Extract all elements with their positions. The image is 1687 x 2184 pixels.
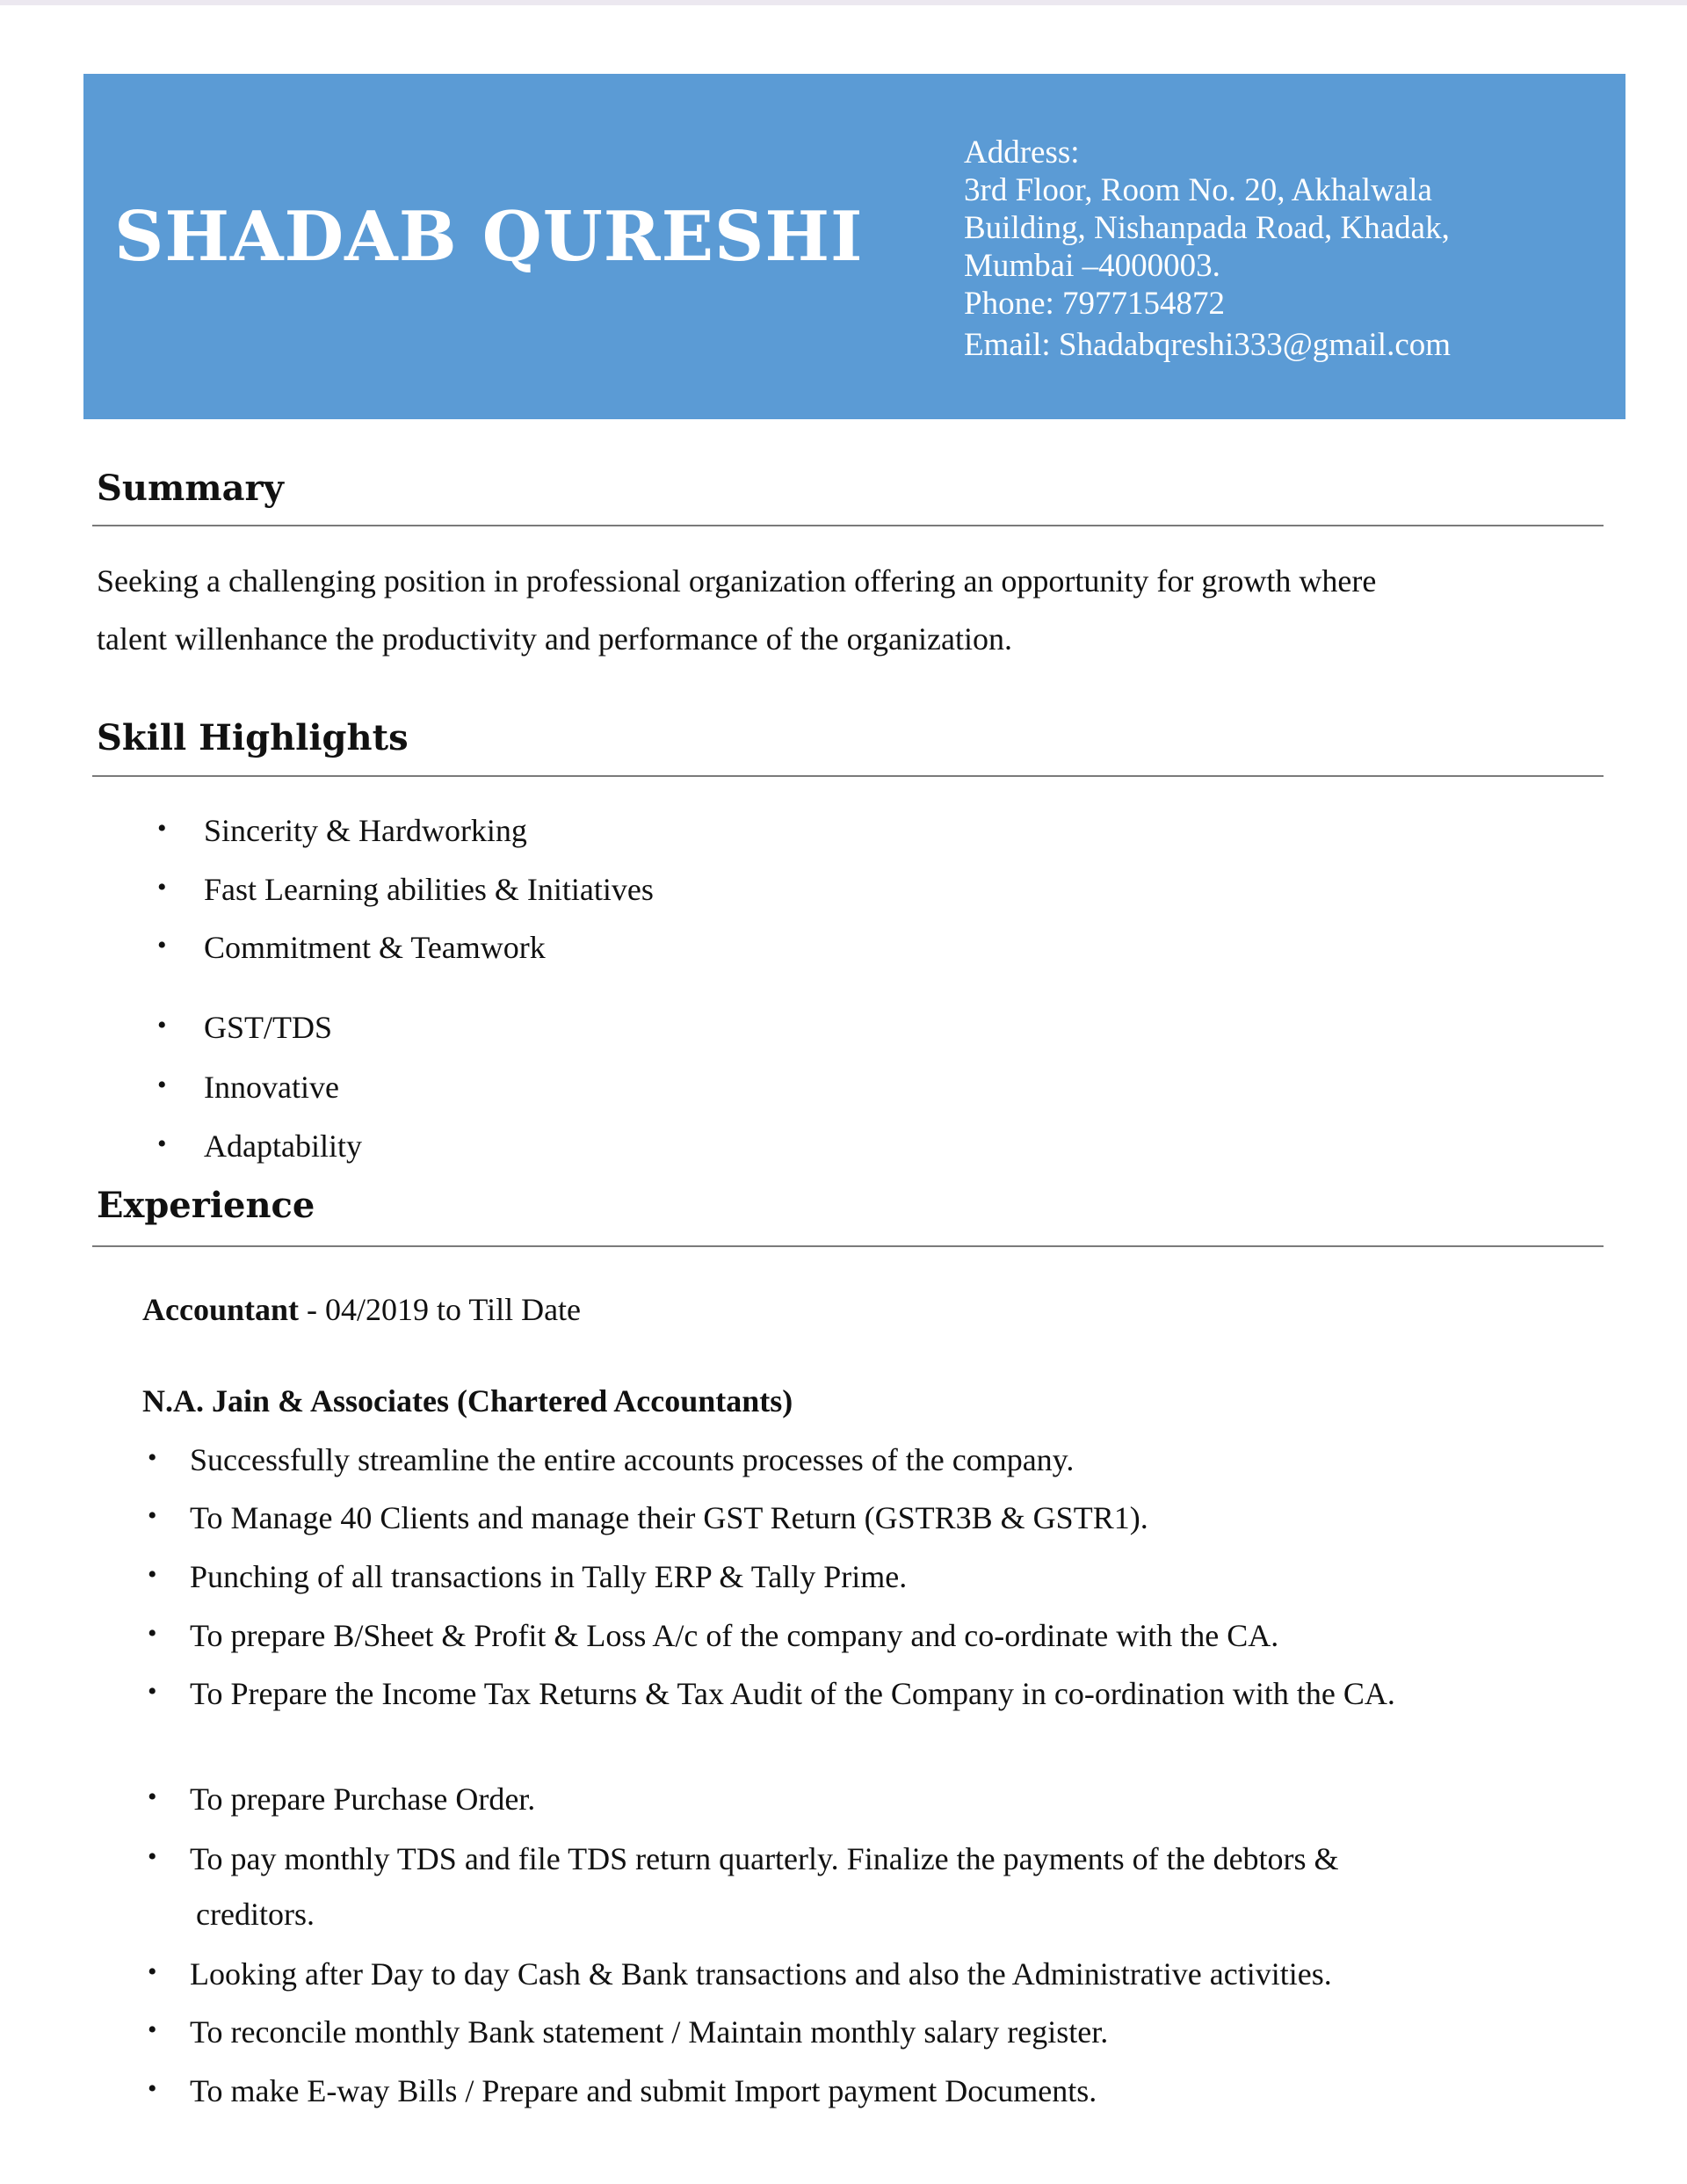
bullet-icon: • xyxy=(157,873,167,902)
bullet-icon: • xyxy=(148,1560,157,1589)
skill-item: • Innovative xyxy=(157,1070,339,1105)
bullet-icon: • xyxy=(148,1443,157,1472)
experience-divider xyxy=(92,1245,1604,1247)
bullet-icon: • xyxy=(148,2074,157,2103)
company-name: N.A. Jain & Associates (Chartered Accountants) xyxy=(142,1383,793,1419)
experience-heading: Experience xyxy=(97,1185,315,1226)
skill-item: • Adaptability xyxy=(157,1128,362,1164)
bullet-icon: • xyxy=(148,2015,157,2044)
summary-line: Seeking a challenging position in professional organization offering an opportunity for growth where xyxy=(97,563,1377,599)
bullet-icon: • xyxy=(148,1501,157,1530)
bullet-icon: • xyxy=(148,1842,157,1871)
experience-item: • Looking after Day to day Cash & Bank transactions and also the Administrative activities. xyxy=(148,1956,1332,1992)
bullet-icon: • xyxy=(148,1782,157,1811)
skills-heading: Skill Highlights xyxy=(97,717,409,758)
bullet-icon: • xyxy=(148,1677,157,1706)
bullet-icon: • xyxy=(157,1129,167,1158)
skill-item: • GST/TDS xyxy=(157,1010,333,1045)
skill-item: • Commitment & Teamwork xyxy=(157,930,546,965)
experience-item: • To reconcile monthly Bank statement / Maintain monthly salary register. xyxy=(148,2014,1109,2050)
skill-item: • Sincerity & Hardworking xyxy=(157,813,527,848)
job-title-line xyxy=(142,1291,581,1328)
experience-item: • To Prepare the Income Tax Returns & Tax Audit of the Company in co-ordination with the CA. xyxy=(148,1676,1395,1711)
experience-item: • To Manage 40 Clients and manage their GST Return (GSTR3B & GSTR1). xyxy=(148,1500,1148,1535)
bullet-icon: • xyxy=(148,1619,157,1648)
address-line: Mumbai –4000003. xyxy=(964,248,1220,284)
address-line: Building, Nishanpada Road, Khadak, xyxy=(964,210,1450,246)
experience-item: • Successfully streamline the entire accounts processes of the company. xyxy=(148,1442,1075,1477)
experience-item: • Punching of all transactions in Tally ERP & Tally Prime. xyxy=(148,1559,908,1594)
header-banner xyxy=(83,74,1625,419)
summary-divider xyxy=(92,525,1604,526)
email-address: Email: Shadabqreshi333@gmail.com xyxy=(964,327,1452,363)
bullet-icon: • xyxy=(157,814,167,843)
phone-number: Phone: 7977154872 xyxy=(964,286,1226,322)
bullet-icon: • xyxy=(148,1957,157,1986)
job-role: Accountant xyxy=(142,1292,299,1327)
bullet-icon: • xyxy=(157,931,167,960)
experience-item: • To pay monthly TDS and file TDS return quarterly. Finalize the payments of the debtors & xyxy=(148,1841,1339,1876)
contact-block xyxy=(964,134,1451,364)
job-period: - 04/2019 to Till Date xyxy=(299,1292,582,1327)
skills-divider xyxy=(92,775,1604,777)
address-line: 3rd Floor, Room No. 20, Akhalwala xyxy=(964,172,1432,208)
address-label: Address: xyxy=(964,134,1080,171)
summary-text xyxy=(97,552,1376,668)
experience-item-continuation: creditors. xyxy=(196,1897,315,1932)
summary-heading: Summary xyxy=(97,468,284,509)
summary-line: talent willenhance the productivity and performance of the organization. xyxy=(97,621,1012,657)
experience-item: • To prepare B/Sheet & Profit & Loss A/c of the company and co-ordinate with the CA. xyxy=(148,1618,1279,1653)
bullet-icon: • xyxy=(157,1070,167,1099)
experience-item: • To prepare Purchase Order. xyxy=(148,1781,536,1817)
experience-item: • To make E-way Bills / Prepare and submit Import payment Documents. xyxy=(148,2073,1097,2108)
bullet-icon: • xyxy=(157,1011,167,1040)
skill-item: • Fast Learning abilities & Initiatives xyxy=(157,872,654,907)
candidate-name: SHADAB QURESHI xyxy=(114,197,864,277)
top-edge-strip xyxy=(0,0,1687,5)
